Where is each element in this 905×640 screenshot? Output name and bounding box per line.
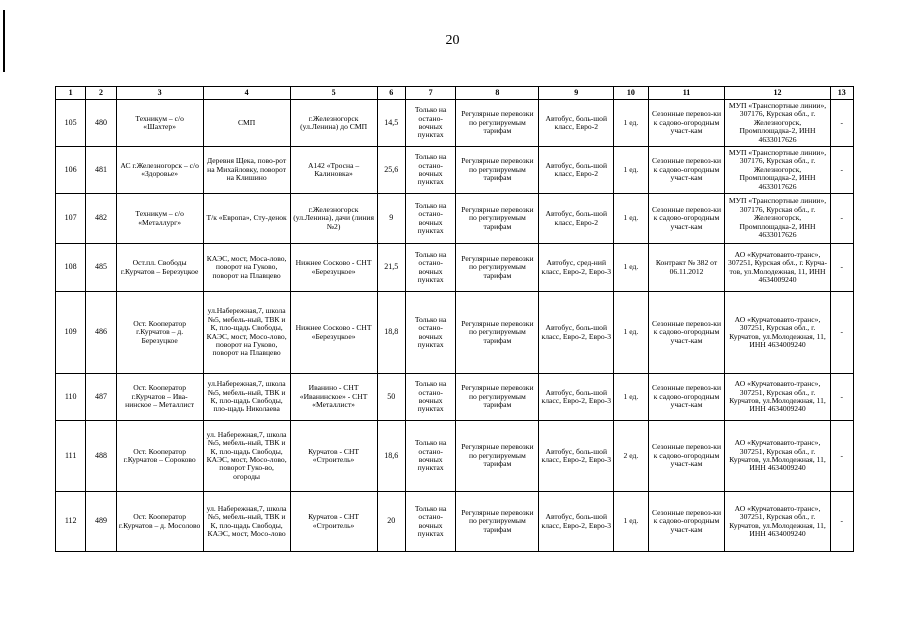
table-row xyxy=(56,147,854,194)
route-name-cell: Ост. Кооператор г.Курчатов – Ива-нинское – Металлист xyxy=(116,374,203,421)
intermediate-stops-cell: Деревня Щека, пово-рот на Михайловку, поворот на Клишино xyxy=(203,147,290,194)
schedule-basis-cell: Сезонные перевоз-ки к садово-огородным участ-кам xyxy=(648,194,725,244)
transport-type-cell: Регулярные перевозки по регулируемым тарифам xyxy=(456,492,539,552)
page-number: 20 xyxy=(445,33,460,48)
vehicle-class-cell: Автобус, боль-шой класс, Евро-2 xyxy=(539,147,614,194)
route-length-cell: 25,6 xyxy=(377,147,405,194)
column-header: 5 xyxy=(290,87,377,100)
route-length-cell: 9 xyxy=(377,194,405,244)
intermediate-stops-cell: КАЭС, мост, Моса-лово, поворот на Гуково, поворот на Плавцево xyxy=(203,244,290,292)
route-number-cell: 489 xyxy=(86,492,116,552)
carrier-info-cell: МУП «Транспортные линии», 307176, Курская обл., г. Железногорск, Промплощадка-2, ИНН 4633017626 xyxy=(725,147,830,194)
table-row xyxy=(56,244,854,292)
transport-type-cell: Регулярные перевозки по регулируемым тарифам xyxy=(456,292,539,374)
streets-roads-cell: Курчатов - СНТ «Строитель» xyxy=(290,421,377,492)
transport-type-cell: Регулярные перевозки по регулируемым тарифам xyxy=(456,194,539,244)
streets-roads-cell: Курчатов - СНТ «Строитель» xyxy=(290,492,377,552)
intermediate-stops-cell: СМП xyxy=(203,100,290,147)
route-number-cell: 480 xyxy=(86,100,116,147)
vehicle-count-cell: 1 ед. xyxy=(614,244,648,292)
transport-type-cell: Регулярные перевозки по регулируемым тарифам xyxy=(456,100,539,147)
table-row xyxy=(56,194,854,244)
note-cell: - xyxy=(830,147,853,194)
vehicle-class-cell: Автобус, боль-шой класс, Евро-2 xyxy=(539,100,614,147)
column-header: 10 xyxy=(614,87,648,100)
table-row xyxy=(56,100,854,147)
transport-type-cell: Регулярные перевозки по регулируемым тарифам xyxy=(456,244,539,292)
transport-type-cell: Регулярные перевозки по регулируемым тарифам xyxy=(456,421,539,492)
schedule-basis-cell: Контракт № 382 от 06.11.2012 xyxy=(648,244,725,292)
route-name-cell: Ост. Кооператор г.Курчатов – д. Мосолово xyxy=(116,492,203,552)
route-name-cell: АС г.Железногорск – с/о «Здоровье» xyxy=(116,147,203,194)
vehicle-class-cell: Автобус, боль-шой класс, Евро-2, Евро-3 xyxy=(539,492,614,552)
route-name-cell: Ост.пл. Свободы г.Курчатов – Березуцкое xyxy=(116,244,203,292)
note-cell: - xyxy=(830,421,853,492)
vehicle-count-cell: 2 ед. xyxy=(614,421,648,492)
carrier-info-cell: МУП «Транспортные линии», 307176, Курская обл., г. Железногорск, Промплощадка-2, ИНН 4633017626 xyxy=(725,100,830,147)
intermediate-stops-cell: ул.Набережная,7, школа №5, мебель-ный, ТВК и К, пло-щадь Свободы, КАЭС, мост, Мосо-лово, поворот на Гуково, поворот на Плавцево xyxy=(203,292,290,374)
schedule-basis-cell: Сезонные перевоз-ки к садово-огородным участ-кам xyxy=(648,421,725,492)
stop-order-cell: Только на остано-вочных пунктах xyxy=(405,492,456,552)
carrier-info-cell: АО «Курчатовавто-транс», 307251, Курская обл., г. Курчатов, ул.Молодежная, 11, ИНН 4634009240 xyxy=(725,421,830,492)
header-row xyxy=(56,87,854,100)
carrier-info-cell: АО «Курчатовавто-транс», 307251, Курская обл., г. Курчатов, ул.Молодежная, 11, ИНН 4634009240 xyxy=(725,292,830,374)
note-cell: - xyxy=(830,292,853,374)
table-row xyxy=(56,421,854,492)
column-header: 6 xyxy=(377,87,405,100)
stop-order-cell: Только на остано-вочных пунктах xyxy=(405,244,456,292)
route-name-cell: Ост. Кооператор г.Курчатов – д. Березуцкое xyxy=(116,292,203,374)
stop-order-cell: Только на остано-вочных пунктах xyxy=(405,374,456,421)
vehicle-count-cell: 1 ед. xyxy=(614,194,648,244)
vehicle-count-cell: 1 ед. xyxy=(614,147,648,194)
note-cell: - xyxy=(830,374,853,421)
column-header: 9 xyxy=(539,87,614,100)
intermediate-stops-cell: ул. Набережная,7, школа №5, мебель-ный, ТВК и К, пло-щадь Свободы, КАЭС, мост, Мосо-лово, поворот Гуко-во, огороды xyxy=(203,421,290,492)
column-header: 8 xyxy=(456,87,539,100)
transport-type-cell: Регулярные перевозки по регулируемым тарифам xyxy=(456,374,539,421)
stop-order-cell: Только на остано-вочных пунктах xyxy=(405,100,456,147)
route-name-cell: Техникум – с/о «Шахтер» xyxy=(116,100,203,147)
row-number-cell: 109 xyxy=(56,292,86,374)
row-number-cell: 110 xyxy=(56,374,86,421)
intermediate-stops-cell: ул.Набережная,7, школа №5, мебель-ный, ТВК и К, пло-щадь Свободы, пло-щадь Николаева xyxy=(203,374,290,421)
row-number-cell: 108 xyxy=(56,244,86,292)
schedule-basis-cell: Сезонные перевоз-ки к садово-огородным участ-кам xyxy=(648,100,725,147)
streets-roads-cell: Иванино - СНТ «Иванинское» - СНТ «Металлист» xyxy=(290,374,377,421)
column-header: 11 xyxy=(648,87,725,100)
route-length-cell: 18,6 xyxy=(377,421,405,492)
transport-type-cell: Регулярные перевозки по регулируемым тарифам xyxy=(456,147,539,194)
vehicle-class-cell: Автобус, сред-ний класс, Евро-2, Евро-3 xyxy=(539,244,614,292)
row-number-cell: 107 xyxy=(56,194,86,244)
vehicle-class-cell: Автобус, боль-шой класс, Евро-2 xyxy=(539,194,614,244)
note-cell: - xyxy=(830,492,853,552)
route-name-cell: Техникум – с/о «Металлург» xyxy=(116,194,203,244)
column-header: 3 xyxy=(116,87,203,100)
row-number-cell: 112 xyxy=(56,492,86,552)
route-length-cell: 21,5 xyxy=(377,244,405,292)
row-number-cell: 105 xyxy=(56,100,86,147)
streets-roads-cell: г.Железногорск (ул.Ленина) до СМП xyxy=(290,100,377,147)
column-header: 4 xyxy=(203,87,290,100)
vehicle-class-cell: Автобус, боль-шой класс, Евро-2, Евро-3 xyxy=(539,374,614,421)
vehicle-count-cell: 1 ед. xyxy=(614,374,648,421)
row-number-cell: 111 xyxy=(56,421,86,492)
table-row xyxy=(56,492,854,552)
schedule-basis-cell: Сезонные перевоз-ки к садово-огородным участ-кам xyxy=(648,147,725,194)
route-number-cell: 487 xyxy=(86,374,116,421)
intermediate-stops-cell: ул. Набережная,7, школа №5, мебель-ный, ТВК и К, пло-щадь Свободы, КАЭС, мост, Мосо-лово xyxy=(203,492,290,552)
column-header: 7 xyxy=(405,87,456,100)
vehicle-count-cell: 1 ед. xyxy=(614,100,648,147)
note-cell: - xyxy=(830,194,853,244)
row-number-cell: 106 xyxy=(56,147,86,194)
route-number-cell: 482 xyxy=(86,194,116,244)
column-header: 2 xyxy=(86,87,116,100)
streets-roads-cell: г.Железногорск (ул.Ленина), дачи (линия №2) xyxy=(290,194,377,244)
route-length-cell: 18,8 xyxy=(377,292,405,374)
schedule-basis-cell: Сезонные перевоз-ки к садово-огородным участ-кам xyxy=(648,292,725,374)
route-number-cell: 485 xyxy=(86,244,116,292)
intermediate-stops-cell: Т/к «Европа», Сту-денок xyxy=(203,194,290,244)
schedule-basis-cell: Сезонные перевоз-ки к садово-огородным участ-кам xyxy=(648,374,725,421)
route-length-cell: 20 xyxy=(377,492,405,552)
carrier-info-cell: АО «Курчатовавто-транс», 307251, Курская обл., г. Курчатов, ул.Молодежная, 11, ИНН 4634009240 xyxy=(725,374,830,421)
route-number-cell: 486 xyxy=(86,292,116,374)
vehicle-count-cell: 1 ед. xyxy=(614,492,648,552)
carrier-info-cell: АО «Курчатовавто-транс», 307251, Курская обл., г. Курчатов, ул.Молодежная, 11, ИНН 4634009240 xyxy=(725,492,830,552)
stop-order-cell: Только на остано-вочных пунктах xyxy=(405,421,456,492)
streets-roads-cell: Нижнее Сосково - СНТ «Березуцкое» xyxy=(290,292,377,374)
streets-roads-cell: А142 «Тросна – Калиновка» xyxy=(290,147,377,194)
stop-order-cell: Только на остано-вочных пунктах xyxy=(405,194,456,244)
table-row xyxy=(56,374,854,421)
routes-table xyxy=(55,86,854,552)
carrier-info-cell: АО «Курчатовавто-транс», 307251, Курская обл., г. Курча-тов, ул.Молодежная, 11, ИНН 4634009240 xyxy=(725,244,830,292)
table-row xyxy=(56,292,854,374)
streets-roads-cell: Нижнее Сосково - СНТ «Березуцкое» xyxy=(290,244,377,292)
route-name-cell: Ост. Кооператор г.Курчатов – Сороково xyxy=(116,421,203,492)
carrier-info-cell: МУП «Транспортные линии», 307176, Курская обл., г. Железногорск, Промплощадка-2, ИНН 4633017626 xyxy=(725,194,830,244)
stop-order-cell: Только на остано-вочных пунктах xyxy=(405,292,456,374)
route-length-cell: 14,5 xyxy=(377,100,405,147)
vehicle-class-cell: Автобус, боль-шой класс, Евро-2, Евро-3 xyxy=(539,421,614,492)
route-number-cell: 481 xyxy=(86,147,116,194)
note-cell: - xyxy=(830,100,853,147)
vehicle-count-cell: 1 ед. xyxy=(614,292,648,374)
note-cell: - xyxy=(830,244,853,292)
route-number-cell: 488 xyxy=(86,421,116,492)
vehicle-class-cell: Автобус, боль-шой класс, Евро-2, Евро-3 xyxy=(539,292,614,374)
route-length-cell: 50 xyxy=(377,374,405,421)
column-header: 1 xyxy=(56,87,86,100)
stop-order-cell: Только на остано-вочных пунктах xyxy=(405,147,456,194)
column-header: 13 xyxy=(830,87,853,100)
schedule-basis-cell: Сезонные перевоз-ки к садово-огородным участ-кам xyxy=(648,492,725,552)
column-header: 12 xyxy=(725,87,830,100)
